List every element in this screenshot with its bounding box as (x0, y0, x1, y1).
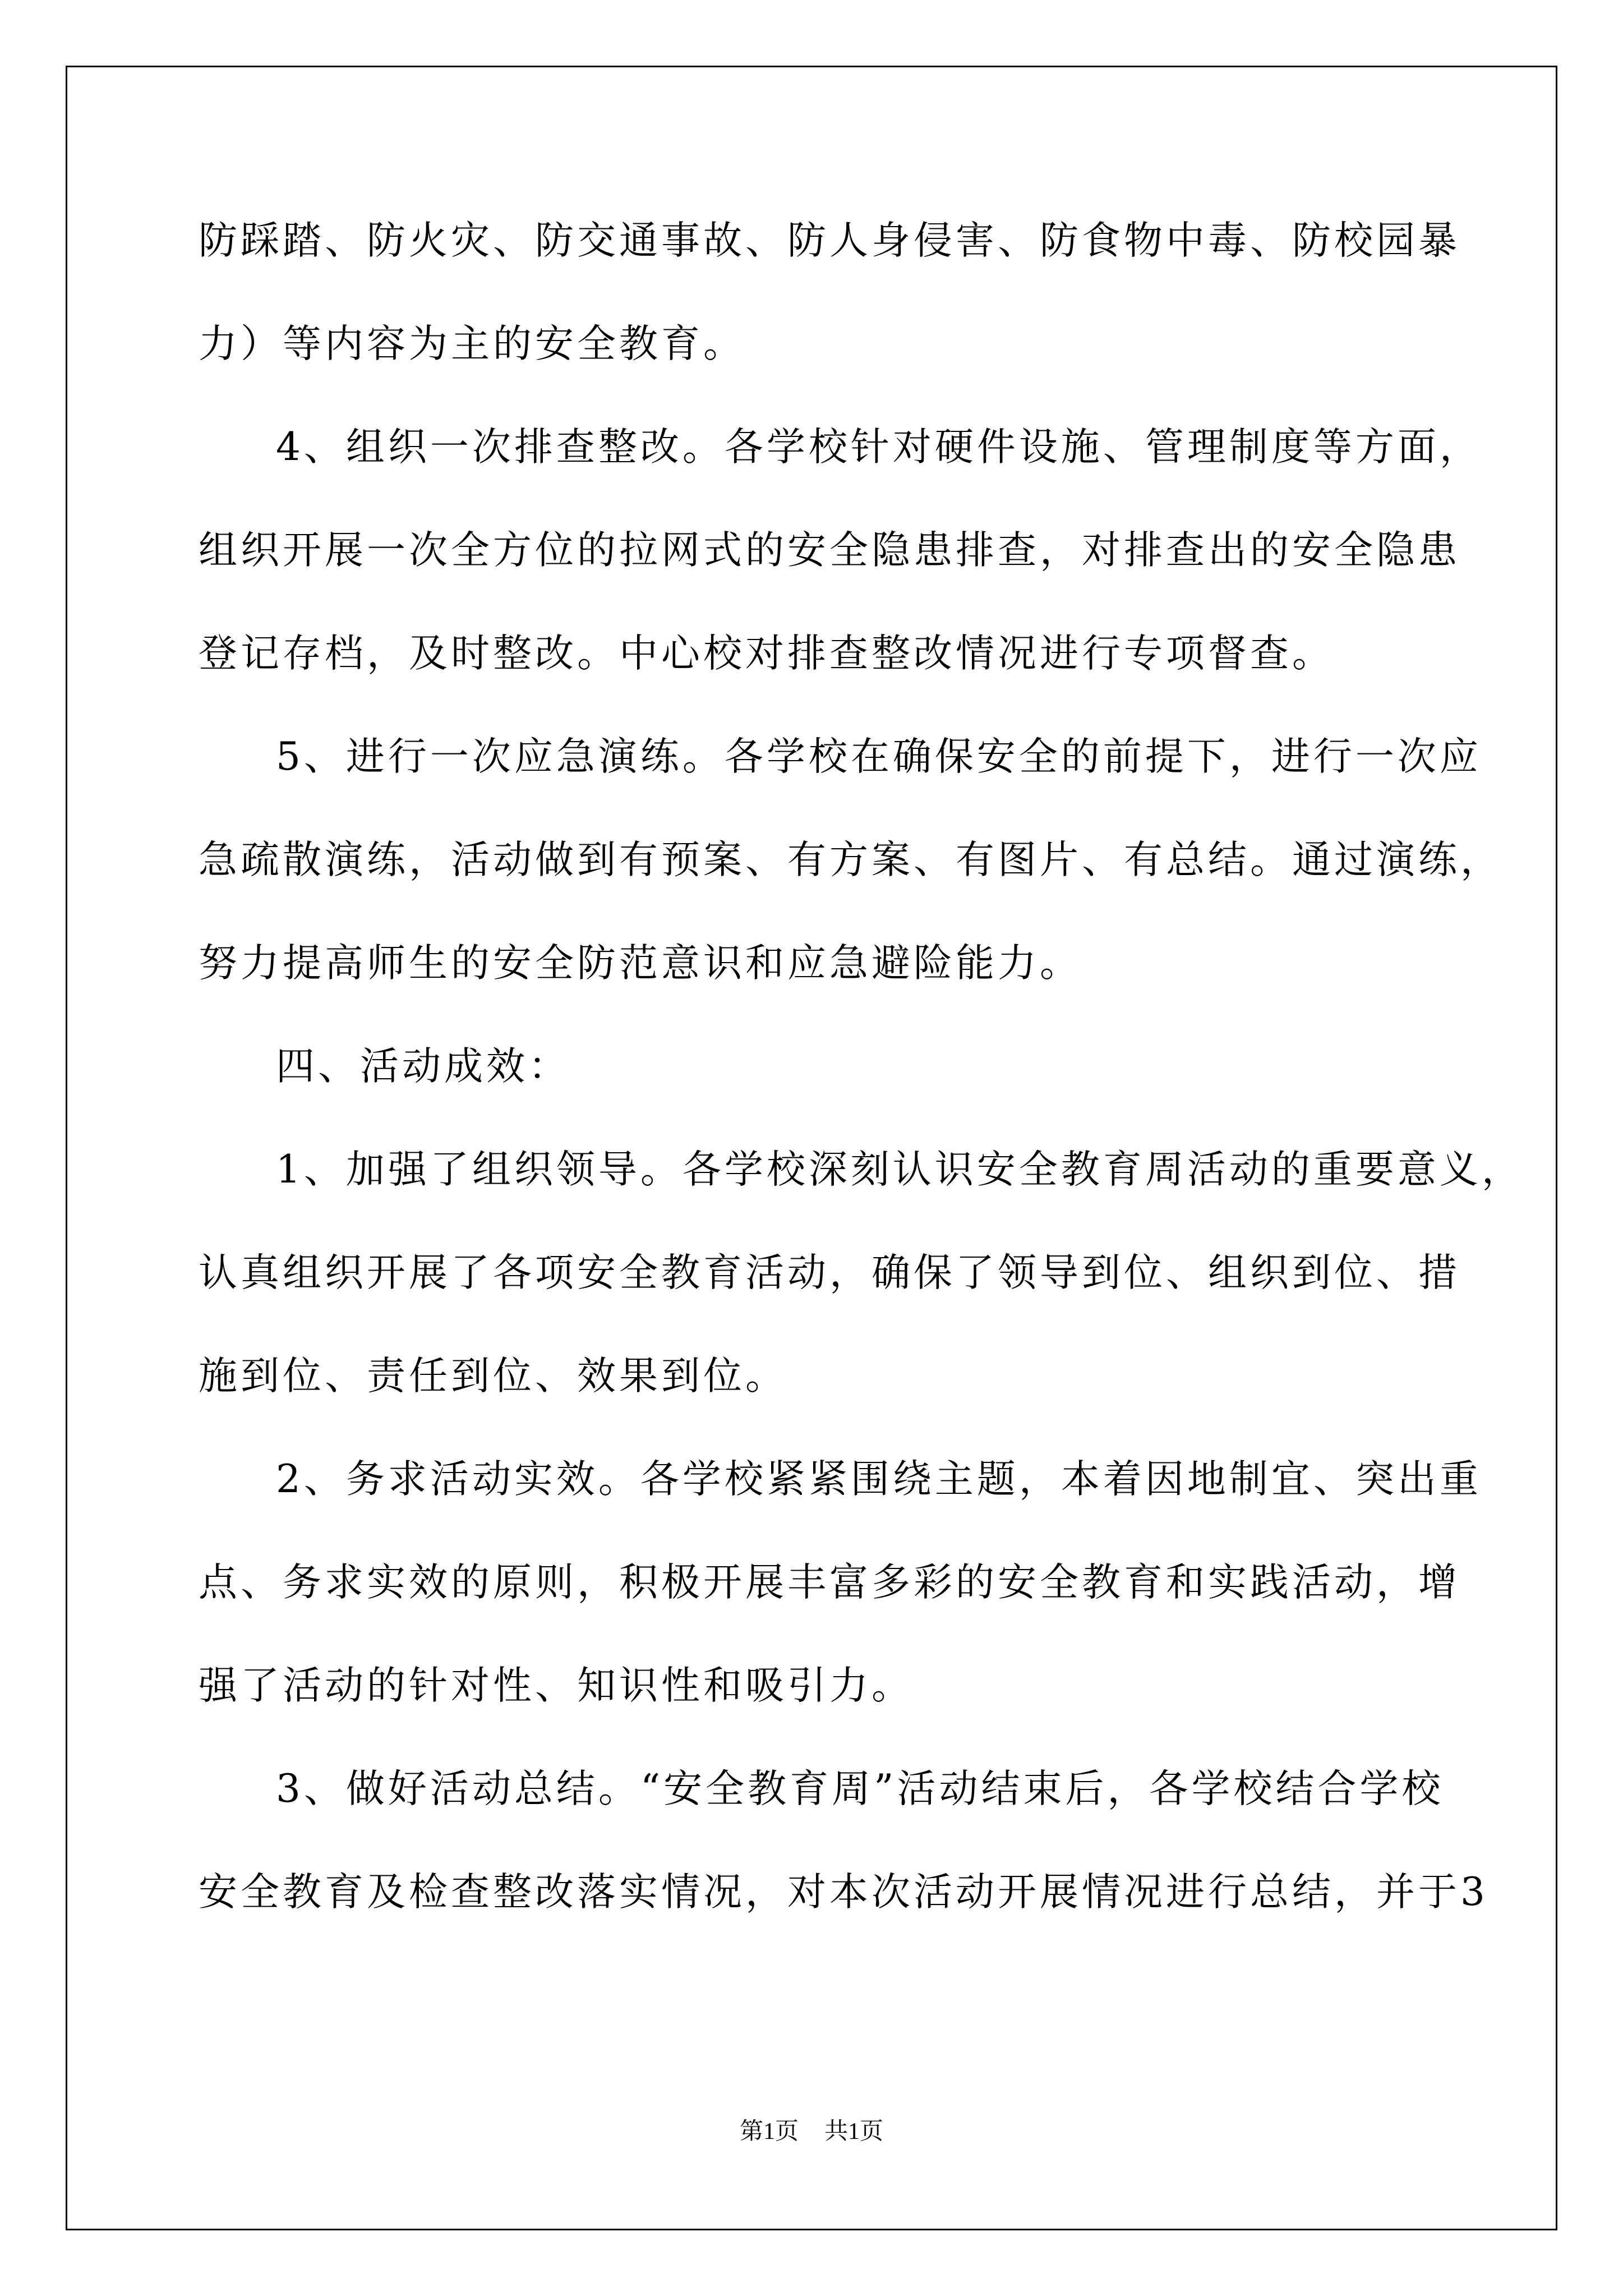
text-line: 登记存档，及时整改。中心校对排查整改情况进行专项督查。 (199, 631, 1334, 676)
text-line: 努力提高师生的安全防范意识和应急避险能力。 (199, 941, 1082, 986)
text-line: 急疏散演练，活动做到有预案、有方案、有图片、有总结。通过演练， (199, 838, 1502, 882)
text-line: 施到位、责任到位、效果到位。 (199, 1354, 787, 1398)
document-body (199, 215, 1524, 1970)
text-line: 强了活动的针对性、知识性和吸引力。 (199, 1663, 914, 1708)
text-line: 四、活动成效： (276, 1044, 570, 1089)
page-footer (0, 2118, 1623, 2146)
text-line: 力）等内容为主的安全教育。 (199, 321, 745, 366)
text-line: 认真组织开展了各项安全教育活动，确保了领导到位、组织到位、措 (199, 1250, 1460, 1295)
page-number-current: 第1页 (739, 2119, 799, 2145)
text-line: 点、务求实效的原则，积极开展丰富多彩的安全教育和实践活动，增 (199, 1560, 1460, 1605)
text-line: 2、务求活动实效。各学校紧紧围绕主题，本着因地制宜、突出重 (276, 1457, 1482, 1502)
text-line: 5、进行一次应急演练。各学校在确保安全的前提下，进行一次应 (276, 734, 1482, 779)
text-line: 1、加强了组织领导。各学校深刻认识安全教育周活动的重要意义， (276, 1147, 1524, 1192)
text-line: 3、做好活动总结。“安全教育周”活动结束后，各学校结合学校 (276, 1766, 1444, 1811)
text-line: 防踩踏、防火灾、防交通事故、防人身侵害、防食物中毒、防校园暴 (199, 218, 1460, 263)
page-number-total: 共1页 (824, 2119, 884, 2145)
text-line: 安全教育及检查整改落实情况，对本次活动开展情况进行总结，并于3 (199, 1870, 1488, 1915)
text-line: 4、组织一次排查整改。各学校针对硬件设施、管理制度等方面， (276, 425, 1482, 470)
text-line: 组织开展一次全方位的拉网式的安全隐患排查，对排查出的安全隐患 (199, 528, 1460, 573)
